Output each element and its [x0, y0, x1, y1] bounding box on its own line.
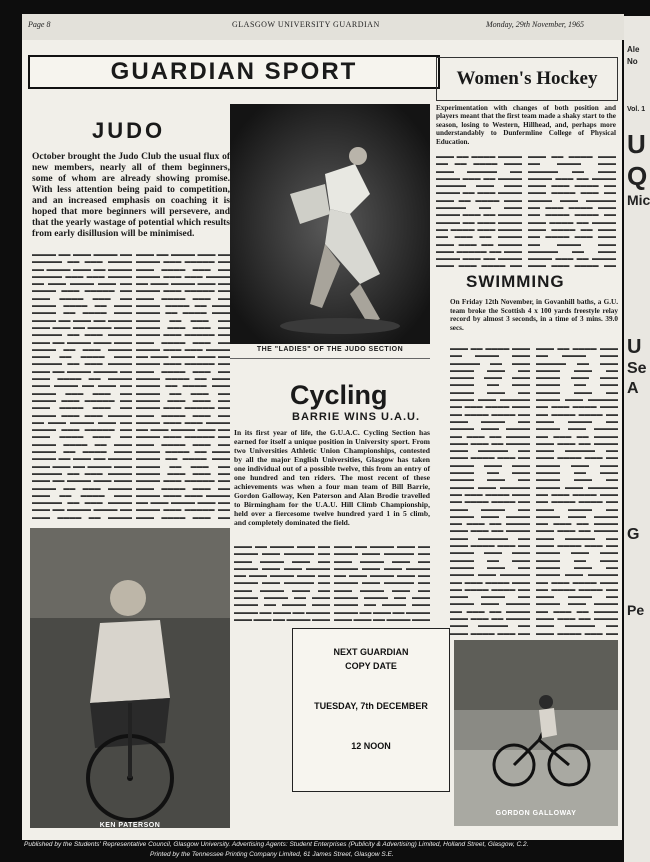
- issue-date: Monday, 29th November, 1965: [486, 20, 584, 29]
- cycling-title: Cycling: [290, 380, 388, 410]
- footer-publisher: Published by the Students' Representative Council, Glasgow University. Advertising Agents: Student Enterprises (Publicity & Advertising) Limited, Holland Street, Glasgow, C.2.: [24, 841, 529, 848]
- strip-letter-5: Mic: [627, 192, 650, 208]
- footer-printer: Printed by the Tennessee Printing Company Limited, 61 James Street, Glasgow S.E.: [150, 851, 394, 858]
- swimming-title: SWIMMING: [466, 272, 565, 291]
- cycling-column-2: ▬▬▬ ▬▬ ▬▬▬▬ ▬▬▬ ▬▬ ▬▬▬▬ ▬▬▬ ▬▬▬▬▬ ▬▬ ▬▬▬ ▬▬▬▬ ▬▬▬ ▬▬ ▬▬▬▬ ▬▬▬ ▬▬▬ ▬▬▬▬ ▬▬ ▬▬▬ ▬▬▬▬ ▬▬▬ ▬▬ ▬▬▬▬ ▬▬▬ ▬▬▬▬▬ ▬▬ ▬▬▬ ▬▬▬▬ ▬▬▬ ▬▬ ▬▬▬▬ ▬▬▬▬ ▬▬ ▬▬▬ ▬▬▬▬ ▬▬ ▬▬▬▬ ▬▬▬ ▬▬▬▬ ▬▬ ▬▬▬ ▬▬ ▬▬▬▬ ▬▬▬ ▬▬▬ ▬▬ ▬▬▬▬ ▬▬▬: [334, 544, 430, 623]
- hockey-column-2: ▬▬▬ ▬▬ ▬▬▬▬ ▬▬▬ ▬▬ ▬▬▬▬ ▬▬▬ ▬▬▬▬▬ ▬▬ ▬▬▬ ▬▬▬▬ ▬▬▬ ▬▬ ▬▬▬▬ ▬▬▬ ▬▬▬ ▬▬▬▬ ▬▬ ▬▬▬ ▬▬▬▬ ▬▬▬ ▬▬ ▬▬▬▬ ▬▬▬ ▬▬▬▬▬ ▬▬ ▬▬▬ ▬▬▬▬ ▬▬▬ ▬▬ ▬▬▬▬ ▬▬▬▬ ▬▬ ▬▬▬ ▬▬▬▬ ▬▬ ▬▬▬▬ ▬▬▬ ▬▬▬▬ ▬▬ ▬▬▬ ▬▬ ▬▬▬▬ ▬▬▬ ▬▬▬ ▬▬ ▬▬▬▬ ▬▬▬ ▬▬▬▬▬ ▬▬ ▬▬▬ ▬▬▬▬ ▬▬▬ ▬▬ ▬▬▬▬ ▬▬▬ ▬▬▬ ▬▬▬▬ ▬▬: [528, 154, 616, 270]
- adjacent-page-strip: [624, 16, 650, 862]
- notice-line-3: TUESDAY, 7th DECEMBER: [314, 701, 428, 711]
- swimming-column-1: ▬▬▬ ▬▬ ▬▬▬▬ ▬▬▬ ▬▬ ▬▬▬▬ ▬▬▬ ▬▬▬▬▬ ▬▬ ▬▬▬ ▬▬▬▬ ▬▬▬ ▬▬ ▬▬▬▬ ▬▬▬ ▬▬▬ ▬▬▬▬ ▬▬ ▬▬▬ ▬▬▬▬ ▬▬▬ ▬▬ ▬▬▬▬ ▬▬▬ ▬▬▬▬▬ ▬▬ ▬▬▬ ▬▬▬▬ ▬▬▬ ▬▬ ▬▬▬▬ ▬▬▬▬ ▬▬ ▬▬▬ ▬▬▬▬ ▬▬ ▬▬▬▬ ▬▬▬ ▬▬▬▬ ▬▬ ▬▬▬ ▬▬ ▬▬▬▬ ▬▬▬ ▬▬▬ ▬▬ ▬▬▬▬ ▬▬▬ ▬▬▬▬▬ ▬▬ ▬▬▬ ▬▬▬▬ ▬▬▬ ▬▬ ▬▬▬▬ ▬▬▬ ▬▬▬ ▬▬▬▬ ▬▬ ▬▬▬ ▬▬▬▬ ▬▬▬ ▬▬ ▬▬▬▬ ▬▬▬ ▬▬▬▬▬ ▬▬ ▬▬▬ ▬▬▬▬ ▬▬▬ ▬▬ ▬▬▬▬ ▬▬▬▬ ▬▬ ▬▬▬ ▬▬▬▬ ▬▬ ▬▬▬▬ ▬▬▬ ▬▬▬▬ ▬▬ ▬▬▬ ▬▬ ▬▬▬▬ ▬▬▬ ▬▬▬ ▬▬ ▬▬▬▬ ▬▬▬ ▬▬▬▬▬ ▬▬ ▬▬▬ ▬▬▬▬ ▬▬▬ ▬▬ ▬▬▬▬ ▬▬▬ ▬▬▬ ▬▬▬▬ ▬▬ ▬▬▬ ▬▬▬▬ ▬▬▬ ▬▬ ▬▬▬▬ ▬▬▬ ▬▬▬▬▬ ▬▬ ▬▬▬ ▬▬▬▬ ▬▬▬ ▬▬ ▬▬▬▬ ▬▬▬▬ ▬▬ ▬▬▬ ▬▬▬▬ ▬▬ ▬▬▬▬ ▬▬▬ ▬▬▬▬ ▬▬ ▬▬▬ ▬▬ ▬▬▬▬ ▬▬▬ ▬▬▬ ▬▬ ▬▬▬▬ ▬▬▬ ▬▬▬▬▬ ▬▬ ▬▬▬ ▬▬▬▬ ▬▬▬ ▬▬: [450, 346, 530, 636]
- judo-lead: October brought the Judo Club the usual flux of new members, nearly all of them beginners, some of whom are already showing promise. With less attention being paid to competition, and an increased emphasis on coaching it is hoped that more beginners will persevere, and that the yearly wastage of potential which results from early disillusion will be minimised.: [32, 152, 230, 239]
- hockey-lead: Experimentation with changes of both position and players meant that the first team made a shaky start to the season, losing to Western, Hillhead, and, perhaps more understandably to Dunfermline College of Physical Education.: [436, 104, 616, 146]
- strip-letter-4: Q: [627, 161, 648, 191]
- strip-letter-0: Ale: [627, 45, 640, 54]
- cycling-lead: In its first year of life, the G.U.A.C. Cycling Section has earned for itself a unique position in University sport. From two Universities Athletic Union Championships, contested by all the major English Universities, Glasgow has taken one individual out of a possible twelve, this from an entry of one hundred and ten riders. The most recent of these achievements was when a four man team of Bill Barrie, Gordon Galloway, Ken Paterson and Alan Brodie travelled to Birmingham for the U.A.U. Hill Climb Championship, held over a fiercesome twelve hundred yard 1 in 5 climb, and completely dominated the field.: [234, 428, 430, 527]
- judo-photo: [230, 104, 430, 344]
- divider: [230, 358, 430, 359]
- judo-column-2: ▬▬▬ ▬▬ ▬▬▬▬ ▬▬▬ ▬▬ ▬▬▬▬ ▬▬▬ ▬▬▬▬▬ ▬▬ ▬▬▬ ▬▬▬▬ ▬▬▬ ▬▬ ▬▬▬▬ ▬▬▬ ▬▬▬ ▬▬▬▬ ▬▬ ▬▬▬ ▬▬▬▬ ▬▬▬ ▬▬ ▬▬▬▬ ▬▬▬ ▬▬▬▬▬ ▬▬ ▬▬▬ ▬▬▬▬ ▬▬▬ ▬▬ ▬▬▬▬ ▬▬▬▬ ▬▬ ▬▬▬ ▬▬▬▬ ▬▬ ▬▬▬▬ ▬▬▬ ▬▬▬▬ ▬▬ ▬▬▬ ▬▬ ▬▬▬▬ ▬▬▬ ▬▬▬ ▬▬ ▬▬▬▬ ▬▬▬ ▬▬▬▬▬ ▬▬ ▬▬▬ ▬▬▬▬ ▬▬▬ ▬▬ ▬▬▬▬ ▬▬▬ ▬▬▬ ▬▬▬▬ ▬▬ ▬▬▬ ▬▬▬▬ ▬▬▬ ▬▬ ▬▬▬▬ ▬▬▬ ▬▬▬▬▬ ▬▬ ▬▬▬ ▬▬▬▬ ▬▬▬ ▬▬ ▬▬▬▬ ▬▬▬▬ ▬▬ ▬▬▬ ▬▬▬▬ ▬▬ ▬▬▬▬ ▬▬▬ ▬▬▬▬ ▬▬ ▬▬▬ ▬▬ ▬▬▬▬ ▬▬▬ ▬▬▬ ▬▬ ▬▬▬▬ ▬▬▬ ▬▬▬▬▬ ▬▬ ▬▬▬ ▬▬▬▬ ▬▬▬ ▬▬ ▬▬▬▬ ▬▬▬ ▬▬▬ ▬▬▬▬ ▬▬ ▬▬▬ ▬▬▬▬ ▬▬▬ ▬▬ ▬▬▬▬ ▬▬▬ ▬▬▬▬▬ ▬▬ ▬▬▬ ▬▬▬▬ ▬▬▬ ▬▬ ▬▬▬▬ ▬▬▬▬ ▬▬ ▬▬▬ ▬▬▬▬ ▬▬ ▬▬▬▬ ▬▬▬ ▬▬▬▬ ▬▬ ▬▬▬ ▬▬ ▬▬▬▬ ▬▬▬ ▬▬▬ ▬▬ ▬▬▬▬ ▬▬▬ ▬▬▬▬▬ ▬▬ ▬▬▬ ▬▬▬▬ ▬▬▬ ▬▬ ▬▬▬▬ ▬▬▬ ▬▬▬ ▬▬▬▬ ▬▬ ▬▬▬ ▬▬▬▬ ▬▬▬ ▬▬ ▬▬▬▬ ▬▬▬ ▬▬▬▬▬ ▬▬ ▬▬▬ ▬▬▬▬ ▬▬▬ ▬▬: [136, 252, 230, 520]
- copy-date-notice: [292, 628, 450, 792]
- ken-paterson-caption: KEN PATERSON: [99, 822, 161, 829]
- strip-letter-7: Se: [627, 360, 647, 377]
- hockey-column-1: ▬▬▬ ▬▬ ▬▬▬▬ ▬▬▬▬ ▬▬ ▬▬ ▬▬▬▬ ▬▬▬ ▬▬▬ ▬▬▬▬▬ ▬▬ ▬▬▬▬ ▬▬▬ ▬▬ ▬▬▬▬ ▬▬▬▬▬ ▬▬▬ ▬▬▬ ▬▬▬▬ ▬▬ ▬▬▬ ▬▬▬▬ ▬▬▬ ▬▬ ▬▬▬▬ ▬▬▬ ▬▬▬▬▬ ▬▬ ▬▬▬ ▬▬▬▬ ▬▬▬ ▬▬ ▬▬▬▬ ▬▬▬▬ ▬▬ ▬▬▬ ▬▬▬▬ ▬▬ ▬▬▬▬ ▬▬▬ ▬▬▬▬ ▬▬ ▬▬▬ ▬▬ ▬▬▬▬ ▬▬▬ ▬▬▬ ▬▬ ▬▬▬▬ ▬▬▬ ▬▬▬▬▬ ▬▬ ▬▬▬ ▬▬▬▬ ▬▬▬ ▬▬ ▬▬▬▬ ▬▬▬ ▬▬▬ ▬▬▬▬ ▬▬: [436, 154, 522, 270]
- notice-line-4: 12 NOON: [351, 741, 391, 751]
- strip-letter-2: Vol. 1: [627, 106, 646, 113]
- masthead-title: GUARDIAN SPORT: [110, 58, 358, 85]
- swimming-lead: On Friday 12th November, in Govanhill baths, a G.U. team broke the Scottish 4 x 100 yards freestyle relay record by almost 3 seconds, in a time of 3 mins. 39.0 secs.: [450, 298, 618, 332]
- strip-letter-6: U: [627, 336, 642, 358]
- womens-hockey-title: Women's Hockey: [456, 68, 598, 89]
- notice-line-1: NEXT GUARDIAN: [333, 647, 409, 657]
- judo-photo-caption: THE "LADIES" OF THE JUDO SECTION: [256, 346, 404, 353]
- paper-name: GLASGOW UNIVERSITY GUARDIAN: [232, 20, 380, 29]
- strip-letter-9: G: [627, 526, 640, 543]
- top-strip: [22, 14, 624, 40]
- gordon-galloway-caption: GORDON GALLOWAY: [495, 810, 577, 817]
- gordon-galloway-photo: [454, 640, 618, 826]
- judo-title: JUDO: [92, 118, 166, 143]
- notice-line-2: COPY DATE: [345, 661, 397, 671]
- strip-letter-10: Pe: [627, 602, 645, 618]
- page-label: Page 8: [28, 20, 51, 29]
- strip-letter-8: A: [627, 380, 639, 397]
- cycling-subtitle: BARRIE WINS U.A.U.: [292, 411, 420, 423]
- newspaper-page: [22, 40, 622, 840]
- swimming-column-2: ▬▬▬ ▬▬ ▬▬▬▬ ▬▬▬ ▬▬ ▬▬▬▬ ▬▬▬ ▬▬▬▬▬ ▬▬ ▬▬▬ ▬▬▬▬ ▬▬▬ ▬▬ ▬▬▬▬ ▬▬▬ ▬▬▬ ▬▬▬▬ ▬▬ ▬▬▬ ▬▬▬▬ ▬▬▬ ▬▬ ▬▬▬▬ ▬▬▬ ▬▬▬▬▬ ▬▬ ▬▬▬ ▬▬▬▬ ▬▬▬ ▬▬ ▬▬▬▬ ▬▬▬▬ ▬▬ ▬▬▬ ▬▬▬▬ ▬▬ ▬▬▬▬ ▬▬▬ ▬▬▬▬ ▬▬ ▬▬▬ ▬▬ ▬▬▬▬ ▬▬▬ ▬▬▬ ▬▬ ▬▬▬▬ ▬▬▬ ▬▬▬▬▬ ▬▬ ▬▬▬ ▬▬▬▬ ▬▬▬ ▬▬ ▬▬▬▬ ▬▬▬ ▬▬▬ ▬▬▬▬ ▬▬ ▬▬▬ ▬▬▬▬ ▬▬▬ ▬▬ ▬▬▬▬ ▬▬▬ ▬▬▬▬▬ ▬▬ ▬▬▬ ▬▬▬▬ ▬▬▬ ▬▬ ▬▬▬▬ ▬▬▬▬ ▬▬ ▬▬▬ ▬▬▬▬ ▬▬ ▬▬▬▬ ▬▬▬ ▬▬▬▬ ▬▬ ▬▬▬ ▬▬ ▬▬▬▬ ▬▬▬ ▬▬▬ ▬▬ ▬▬▬▬ ▬▬▬ ▬▬▬▬▬ ▬▬ ▬▬▬ ▬▬▬▬ ▬▬▬ ▬▬ ▬▬▬▬ ▬▬▬ ▬▬▬ ▬▬▬▬ ▬▬ ▬▬▬ ▬▬▬▬ ▬▬▬ ▬▬ ▬▬▬▬ ▬▬▬ ▬▬▬▬▬ ▬▬ ▬▬▬ ▬▬▬▬ ▬▬▬ ▬▬ ▬▬▬▬ ▬▬▬▬ ▬▬ ▬▬▬ ▬▬▬▬ ▬▬ ▬▬▬▬ ▬▬▬ ▬▬▬▬ ▬▬ ▬▬▬ ▬▬ ▬▬▬▬ ▬▬▬ ▬▬▬ ▬▬ ▬▬▬▬ ▬▬▬ ▬▬▬▬▬ ▬▬ ▬▬▬ ▬▬▬▬ ▬▬▬ ▬▬: [536, 346, 618, 636]
- cycling-column-1: ▬▬▬ ▬▬ ▬▬▬▬ ▬▬▬ ▬▬ ▬▬▬▬ ▬▬▬ ▬▬▬▬▬ ▬▬ ▬▬▬ ▬▬▬▬ ▬▬▬ ▬▬ ▬▬▬▬ ▬▬▬ ▬▬▬ ▬▬▬▬ ▬▬ ▬▬▬ ▬▬▬▬ ▬▬▬ ▬▬ ▬▬▬▬ ▬▬▬ ▬▬▬▬▬ ▬▬ ▬▬▬ ▬▬▬▬ ▬▬▬ ▬▬ ▬▬▬▬ ▬▬▬▬ ▬▬ ▬▬▬ ▬▬▬▬ ▬▬ ▬▬▬▬ ▬▬▬ ▬▬▬▬ ▬▬ ▬▬▬ ▬▬ ▬▬▬▬ ▬▬▬ ▬▬▬ ▬▬ ▬▬▬▬ ▬▬▬: [234, 544, 330, 623]
- strip-letter-3: U: [627, 129, 646, 159]
- strip-letter-1: No: [627, 57, 638, 66]
- judo-column-1: ▬▬▬▬ ▬▬ ▬▬▬ ▬▬▬▬ ▬▬ ▬▬▬▬▬ ▬▬ ▬▬▬ ▬▬▬▬ ▬▬ ▬▬▬▬ ▬▬▬ ▬▬ ▬▬▬▬ ▬▬▬▬▬ ▬▬▬ ▬▬▬ ▬▬▬▬ ▬▬ ▬▬▬ ▬▬▬▬ ▬▬▬ ▬▬ ▬▬▬▬ ▬▬▬ ▬▬▬▬▬ ▬▬ ▬▬▬ ▬▬▬▬ ▬▬▬ ▬▬ ▬▬▬▬ ▬▬▬▬ ▬▬ ▬▬▬ ▬▬▬▬ ▬▬ ▬▬▬▬ ▬▬▬ ▬▬▬▬ ▬▬ ▬▬▬ ▬▬ ▬▬▬▬ ▬▬▬ ▬▬▬ ▬▬ ▬▬▬▬ ▬▬▬ ▬▬▬▬▬ ▬▬ ▬▬▬ ▬▬▬▬ ▬▬▬ ▬▬ ▬▬▬▬ ▬▬▬ ▬▬▬ ▬▬▬▬ ▬▬ ▬▬▬ ▬▬▬▬ ▬▬▬ ▬▬ ▬▬▬▬ ▬▬▬ ▬▬▬▬▬ ▬▬ ▬▬▬ ▬▬▬▬ ▬▬▬ ▬▬ ▬▬▬▬ ▬▬▬▬ ▬▬ ▬▬▬ ▬▬▬▬ ▬▬ ▬▬▬▬ ▬▬▬ ▬▬▬▬ ▬▬ ▬▬▬ ▬▬ ▬▬▬▬ ▬▬▬ ▬▬▬ ▬▬ ▬▬▬▬ ▬▬▬ ▬▬▬▬▬ ▬▬ ▬▬▬ ▬▬▬▬ ▬▬▬ ▬▬ ▬▬▬▬ ▬▬▬ ▬▬▬ ▬▬▬▬ ▬▬ ▬▬▬ ▬▬▬▬ ▬▬▬ ▬▬ ▬▬▬▬ ▬▬▬ ▬▬▬▬▬ ▬▬ ▬▬▬ ▬▬▬▬ ▬▬▬ ▬▬ ▬▬▬▬ ▬▬▬▬ ▬▬ ▬▬▬ ▬▬▬▬ ▬▬ ▬▬▬▬ ▬▬▬ ▬▬▬▬ ▬▬ ▬▬▬ ▬▬ ▬▬▬▬ ▬▬▬ ▬▬▬ ▬▬ ▬▬▬▬ ▬▬▬ ▬▬▬▬▬ ▬▬ ▬▬▬ ▬▬▬▬ ▬▬▬ ▬▬ ▬▬▬▬ ▬▬▬ ▬▬▬ ▬▬▬▬ ▬▬ ▬▬▬ ▬▬▬▬ ▬▬▬ ▬▬ ▬▬▬▬ ▬▬▬ ▬▬▬▬▬ ▬▬ ▬▬▬ ▬▬▬▬ ▬▬▬ ▬▬ ▬▬▬▬ ▬▬▬▬ ▬▬ ▬▬▬ ▬▬▬▬ ▬▬ ▬▬▬▬: [32, 252, 132, 520]
- womens-hockey-box: [436, 57, 618, 101]
- masthead-box: [28, 55, 440, 89]
- ken-paterson-photo: [30, 528, 230, 828]
